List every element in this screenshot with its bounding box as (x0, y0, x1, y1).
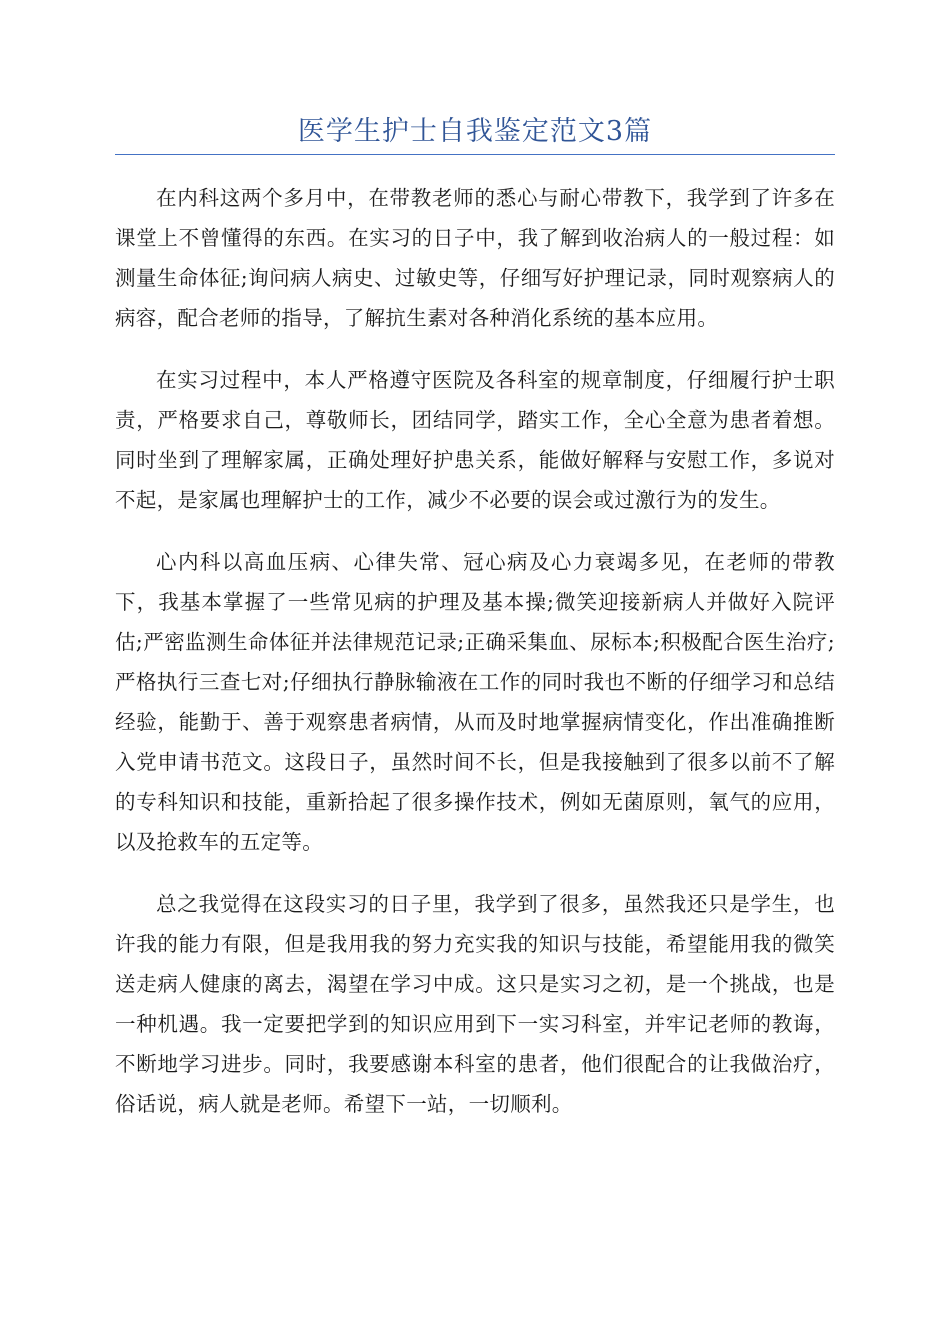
document-title: 医学生护士自我鉴定范文3篇 (297, 116, 653, 147)
paragraph: 心内科以高血压病、心律失常、冠心病及心力衰竭多见，在老师的带教下，我基本掌握了一些常见病的护理及基本操;微笑迎接新病人并做好入院评估;严密监测生命体征并法律规范记录;正确采集血、尿标本;积极配合医生治疗;严格执行三查七对;仔细执行静脉输液在工作的同时我也不断的仔细学习和总结经验，能勤于、善于观察患者病情，从而及时地掌握病情变化，作出准确推断入党申请书范文。这段日子，虽然时间不长，但是我接触到了很多以前不了解的专科知识和技能，重新拾起了很多操作技术，例如无菌原则，氧气的应用，以及抢救车的五定等。 (115, 550, 835, 854)
title-underline (115, 154, 835, 155)
paragraph: 总之我觉得在这段实习的日子里，我学到了很多，虽然我还只是学生，也许我的能力有限，但是我用我的努力充实我的知识与技能，希望能用我的微笑送走病人健康的离去，渴望在学习中成。这只是实习之初，是一个挑战，也是一种机遇。我一定要把学到的知识应用到下一实习科室，并牢记老师的教诲，不断地学习进步。同时，我要感谢本科室的患者，他们很配合的让我做治疗，俗话说，病人就是老师。希望下一站，一切顺利。 (115, 892, 835, 1116)
paragraph: 在实习过程中，本人严格遵守医院及各科室的规章制度，仔细履行护士职责，严格要求自己，尊敬师长，团结同学，踏实工作，全心全意为患者着想。同时坐到了理解家属，正确处理好护患关系，能做好解释与安慰工作，多说对不起，是家属也理解护士的工作，减少不必要的误会或过激行为的发生。 (115, 368, 835, 512)
document-body (115, 178, 835, 1146)
paragraph: 在内科这两个多月中，在带教老师的悉心与耐心带教下，我学到了许多在课堂上不曾懂得的东西。在实习的日子中，我了解到收治病人的一般过程：如测量生命体征;询问病人病史、过敏史等，仔细写好护理记录，同时观察病人的病容，配合老师的指导，了解抗生素对各种消化系统的基本应用。 (115, 186, 835, 330)
